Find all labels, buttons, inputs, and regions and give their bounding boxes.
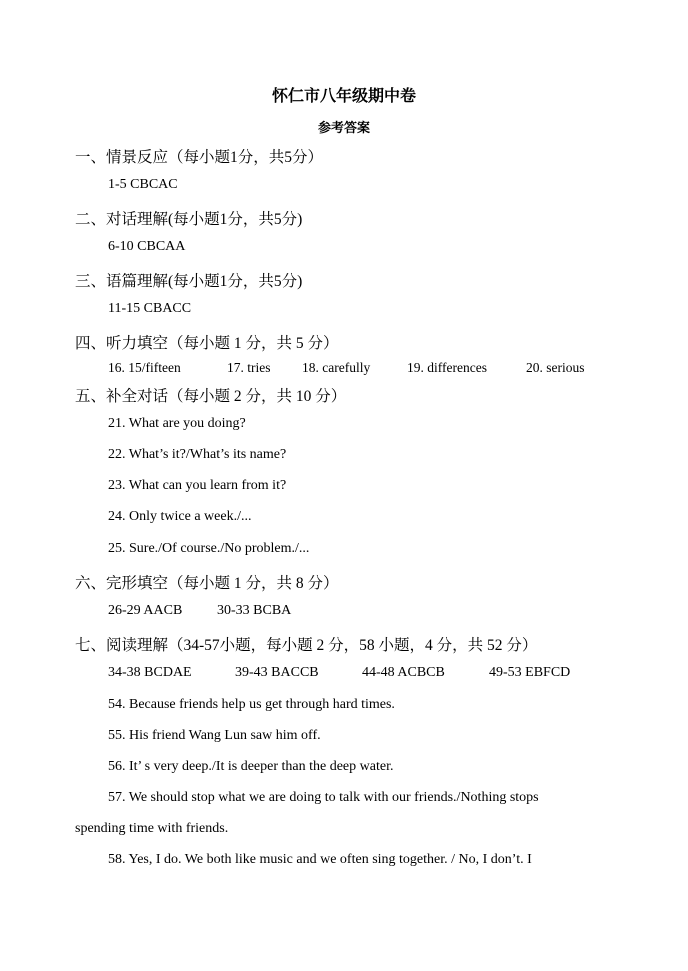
section-3-answer: 11-15 CBACC [108,301,192,316]
section-5-heading: 五、补全对话（每小题 2 分，共 10 分） [75,388,347,405]
answer-item: 20. serious [526,360,585,375]
section-6-heading: 六、完形填空（每小题 1 分，共 8 分） [75,575,339,592]
answer-58: 58. Yes, I do. We both like music and we often sing together. / No, I don’t. I [108,852,532,867]
page-subtitle: 参考答案 [317,120,370,135]
answer-item: 17. tries [227,360,271,375]
answer-55: 55. His friend Wang Lun saw him off. [108,728,321,743]
section-7-heading: 七、阅读理解（34-57小题，每小题 2 分，58 小题，4 分，共 52 分） [75,637,538,654]
answer-item: 19. differences [407,360,487,375]
section-1-answer: 1-5 CBCAC [108,177,178,192]
answer-54: 54. Because friends help us get through hard times. [108,697,395,712]
answer-item: 34-38 BCDAE [108,665,192,680]
answer-22: 22. What’s it?/What’s its name? [108,447,287,462]
answer-item: 30-33 BCBA [217,603,292,618]
answer-57-line-2: spending time with friends. [75,821,229,836]
section-6-answer-row [108,603,291,619]
answer-21: 21. What are you doing? [108,416,246,431]
answer-item: 18. carefully [302,360,371,375]
answer-24: 24. Only twice a week./... [108,509,252,524]
section-4-answer-row [108,360,585,376]
answer-item: 44-48 ACBCB [362,665,445,680]
answer-56: 56. It’ s very deep./It is deeper than the deep water. [108,759,394,774]
section-3-heading: 三、语篇理解(每小题1分，共5分) [75,273,303,290]
answer-item: 49-53 EBFCD [489,665,571,680]
section-2-answer: 6-10 CBCAA [108,239,186,254]
section-4-heading: 四、听力填空（每小题 1 分，共 5 分） [75,335,339,352]
answer-23: 23. What can you learn from it? [108,478,287,493]
answer-25: 25. Sure./Of course./No problem./... [108,541,310,556]
section-7-answer-row [108,665,570,681]
answer-item: 26-29 AACB [108,603,183,618]
answer-57-line-1: 57. We should stop what we are doing to talk with our friends./Nothing stops [108,790,539,805]
answer-item: 16. 15/fifteen [108,360,181,375]
section-2-heading: 二、对话理解(每小题1分，共5分) [75,211,303,228]
section-1-heading: 一、情景反应（每小题1分，共5分） [75,149,324,166]
page-title: 怀仁市八年级期中卷 [271,88,416,105]
answer-item: 39-43 BACCB [235,665,319,680]
